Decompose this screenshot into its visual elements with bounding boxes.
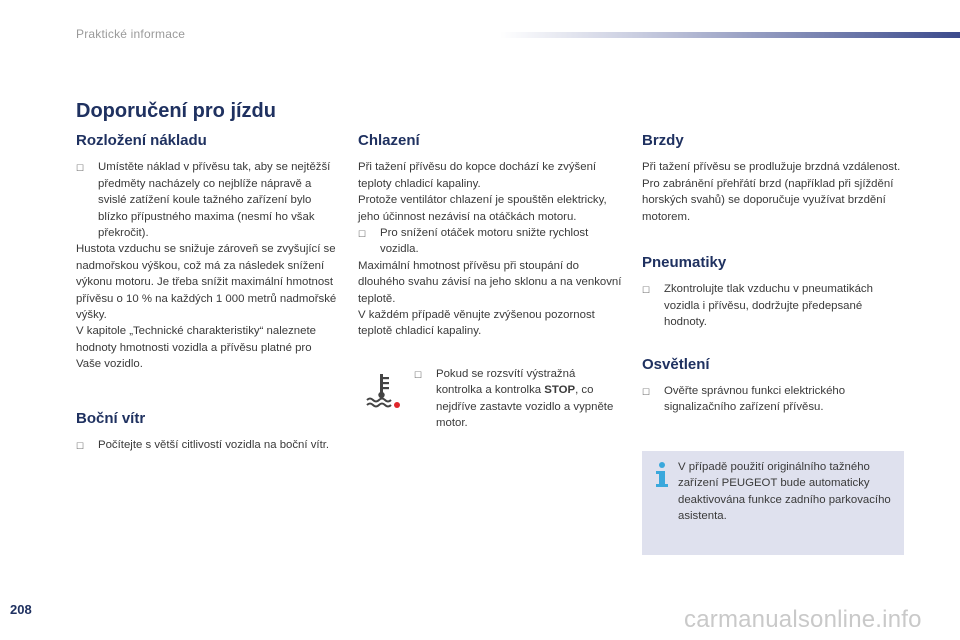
checkbox-bullet-icon: ☐ bbox=[414, 370, 423, 380]
checkbox-bullet-icon: ☐ bbox=[642, 387, 651, 398]
info-text: V případě použití originálního tažného zařízení PEUGEOT bude automaticky deaktivována funkce zadního parkovacího asistenta. bbox=[678, 461, 891, 523]
coolant-warning-block bbox=[358, 366, 622, 436]
column-middle bbox=[358, 133, 622, 340]
list-item bbox=[358, 225, 622, 258]
column-right bbox=[642, 133, 904, 416]
bullet-text: Pro snížení otáček motoru snižte rychlost vozidla. bbox=[380, 227, 589, 256]
checkbox-bullet-icon: ☐ bbox=[76, 441, 85, 452]
paragraph: V kapitole „Technické charakteristiky“ naleznete hodnoty hmotnosti vozidla a přívěsu platné pro Vaše vozidlo. bbox=[76, 325, 316, 371]
heading-brakes: Brzdy bbox=[642, 132, 684, 149]
checkbox-bullet-icon: ☐ bbox=[358, 229, 367, 240]
bullet-text: Počítejte s větší citlivostí vozidla na boční vítr. bbox=[98, 439, 330, 452]
heading-crosswind: Boční vítr bbox=[76, 409, 146, 427]
bullet-text: Umístěte náklad v přívěsu tak, aby se nejtěžší předměty nacházely co nejblíže nápravě a svislé zatížení koule tažného zařízení bylo blízko přípustného maxima (nesmí ho však překročit). bbox=[98, 161, 331, 240]
checkbox-bullet-icon: ☐ bbox=[76, 163, 85, 174]
paragraph: Při tažení přívěsu se prodlužuje brzdná vzdálenost. bbox=[642, 161, 901, 174]
heading-load: Rozložení nákladu bbox=[76, 132, 207, 149]
watermark: carmanualsonline.info bbox=[684, 606, 922, 633]
info-icon bbox=[654, 461, 670, 489]
stop-label: STOP bbox=[544, 384, 576, 397]
bullet-text: Ověřte správnou funkci elektrického signalizačního zařízení přívěsu. bbox=[664, 385, 846, 414]
paragraph: Při tažení přívěsu do kopce dochází ke zvýšení teploty chladicí kapaliny. bbox=[358, 161, 597, 190]
bullet-text: Zkontrolujte tlak vzduchu v pneumatikách vozidla i přívěsu, dodržujte předepsané hodnoty. bbox=[664, 283, 873, 329]
heading-tyres: Pneumatiky bbox=[642, 254, 727, 272]
paragraph: Protože ventilátor chlazení je spouštěn elektricky, jeho účinnost nezávisí na otáčkách motoru. bbox=[358, 194, 607, 223]
list-item bbox=[642, 383, 904, 416]
page-title: Doporučení pro jízdu bbox=[76, 100, 276, 122]
header-bar bbox=[500, 32, 960, 38]
column-left bbox=[76, 133, 338, 455]
coolant-temperature-warning-icon bbox=[364, 372, 402, 410]
paragraph: Pro zabránění přehřátí brzd (například při sjíždění horských svahů) se doporučuje využívat brzdění motorem. bbox=[642, 177, 894, 223]
paragraph: V každém případě věnujte zvýšenou pozornost teplotě chladicí kapaliny. bbox=[358, 309, 595, 338]
warning-text-b: , co nejdříve zastavte vozidlo a vypněte motor. bbox=[436, 384, 614, 430]
paragraph: Maximální hmotnost přívěsu při stoupání do dlouhého svahu závisí na jeho sklonu a na venkovní teplotě. bbox=[358, 259, 622, 305]
section-label: Praktické informace bbox=[76, 27, 186, 41]
page-number: 208 bbox=[10, 602, 32, 617]
checkbox-bullet-icon: ☐ bbox=[642, 285, 651, 296]
paragraph: Hustota vzduchu se snižuje zároveň se zvyšující se nadmořskou výškou, což má za následek snížení výkonu motoru. Je třeba snížit maximální hmotnost přívěsu o 10 % na každých 1 000 metrů nadmořské výšky. bbox=[76, 243, 337, 322]
list-item bbox=[76, 437, 338, 454]
list-item bbox=[642, 281, 904, 330]
warning-text-a: Pokud se rozsvítí výstražná kontrolka a kontrolka bbox=[436, 368, 576, 397]
heading-lighting: Osvětlení bbox=[642, 355, 710, 373]
info-box bbox=[642, 451, 904, 555]
heading-cooling: Chlazení bbox=[358, 132, 420, 149]
list-item bbox=[76, 159, 338, 241]
warning-text bbox=[414, 366, 614, 432]
list-item bbox=[414, 366, 614, 432]
